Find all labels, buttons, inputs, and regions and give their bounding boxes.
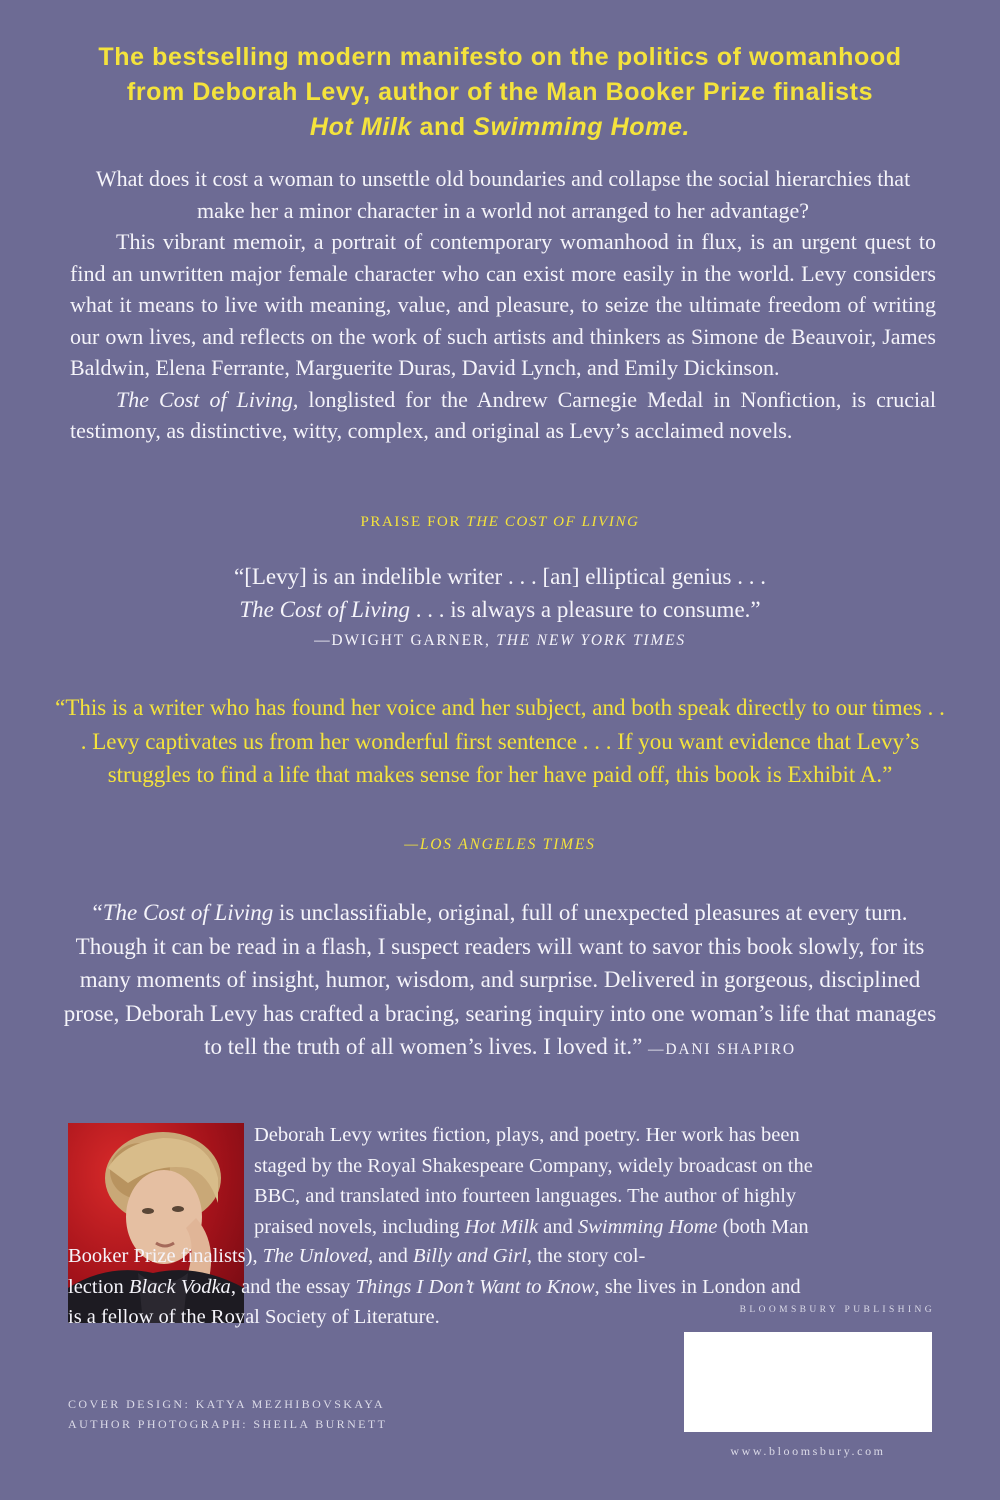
author-bio [254, 1120, 934, 1242]
bio-line-4-text: praised novels, including [254, 1215, 465, 1238]
headline-line-2: from Deborah Levy, author of the Man Booker Prize finalists [126, 78, 874, 106]
headline [40, 40, 960, 145]
quote-3-text: is unclassifiable, original, full of unexpected pleasures at every turn. Though it can be read in a flash, I suspect readers will want to savor this book slowly, for its many moments of insight, humor, wisdom, and surprise. Delivered in gorgeous, disciplined prose, Deborah Levy has crafted a bracing, searing inquiry into one woman’s life that manages to tell the truth of all women’s lives. I loved it.” [63, 900, 937, 1059]
bio-and-2: , and [368, 1245, 414, 1267]
credits [68, 1394, 387, 1434]
description-paragraph-2: This vibrant memoir, a portrait of contemporary womanhood in flux, is an urgent quest to find an unwritten major female character who can exist more easily in the world. Levy considers what it means to live with meaning, value, and pleasure, to seize the ultimate freedom of writing our own lives, and reflects on the work of such artists and thinkers as Simone de Beauvoir, James Baldwin, Elena Ferrante, Marguerite Duras, David Lynch, and Emily Dickinson. [70, 229, 936, 380]
bio-line-6-end: , she lives in London and [594, 1275, 801, 1298]
headline-title-hot-milk: Hot Milk [309, 113, 412, 141]
quote-1-attribution [0, 632, 1000, 650]
quote-3-attribution: —DANI SHAPIRO [648, 1041, 796, 1058]
bio-line-4-end: (both Man [717, 1215, 809, 1238]
headline-line-3 [40, 110, 960, 145]
bio-title-black-vodka: Black Vodka [128, 1275, 231, 1298]
bio-line-7: is a fellow of the Royal Society of Literature. [68, 1306, 440, 1328]
headline-line-1: The bestselling modern manifesto on the politics of womanhood [98, 43, 902, 71]
bio-line-4 [254, 1212, 934, 1243]
bio-line-6 [68, 1272, 934, 1303]
headline-title-swimming-home: Swimming Home. [473, 113, 691, 141]
barcode-area [684, 1332, 932, 1432]
author-photo-credit: AUTHOR PHOTOGRAPH: SHEILA BURNETT [68, 1417, 388, 1431]
quote-1-book-title: The Cost of Living [239, 597, 410, 622]
description-paragraph-3 [70, 384, 936, 447]
praise-heading-prefix: PRAISE FOR [360, 514, 467, 530]
bio-line-2: staged by the Royal Shakespeare Company, widely broadcast on the [254, 1154, 813, 1177]
bio-line-5-text: Booker Prize finalists), [68, 1245, 263, 1267]
bio-line-1: Deborah Levy writes fiction, plays, and poetry. Her work has been [254, 1124, 800, 1146]
bio-line-6-mid: , and the essay [230, 1275, 356, 1298]
description-paragraph-3-text: , longlisted for the Andrew Carnegie Medal in Nonfiction, is crucial testimony, as distinctive, witty, complex, and original as Levy’s acclaimed novels. [70, 386, 937, 443]
bio-title-hot-milk: Hot Milk [464, 1215, 539, 1238]
bio-line-5-end: , the story col- [526, 1245, 646, 1267]
quote-1-line-1: “[Levy] is an indelible writer . . . [an] elliptical genius . . . [233, 564, 767, 589]
bio-title-billy-and-girl: Billy and Girl [413, 1245, 527, 1267]
book-description [70, 163, 936, 447]
quote-3-open-mark: “ [92, 900, 103, 925]
quote-2-attribution: —LOS ANGELES TIMES [404, 836, 596, 853]
quote-1-attribution-name: —DWIGHT GARNER, [314, 632, 497, 649]
quote-1-line-2-text: . . . is always a pleasure to consume.” [409, 597, 761, 622]
bio-line-3: BBC, and translated into fourteen languages. The author of highly [254, 1185, 797, 1207]
publisher-name: BLOOMSBURY PUBLISHING [739, 1305, 935, 1315]
quote-1-line-2 [100, 593, 900, 626]
description-paragraph-1: What does it cost a woman to unsettle old boundaries and collapse the social hierarchies that make her a minor character in a world not arranged to her advantage? [95, 166, 911, 223]
bio-title-things: Things I Don’t Want to Know [355, 1275, 595, 1298]
quote-3-book-title: The Cost of Living [102, 900, 274, 925]
bio-title-swimming-home: Swimming Home [577, 1215, 718, 1238]
praise-heading [0, 514, 1000, 531]
description-book-title: The Cost of Living [116, 386, 293, 412]
publisher-website: www.bloomsbury.com [730, 1444, 886, 1458]
praise-quote-2: “This is a writer who has found her voice and her subject, and both speak directly to our times . . . Levy captivates us from her wonderful first sentence . . . If you want evidence that Levy’s struggles to find a life that makes sense for her have paid off, this book is Exhibit A.” [55, 695, 945, 787]
praise-heading-title: THE COST OF LIVING [466, 514, 640, 530]
bio-line-5 [68, 1241, 934, 1272]
praise-quote-1 [100, 560, 900, 626]
headline-and: and [411, 113, 474, 141]
bio-line-6-text: lection [68, 1275, 129, 1298]
bio-title-unloved: The Unloved [262, 1245, 369, 1267]
bio-and-1: and [538, 1215, 578, 1238]
praise-quote-3 [60, 896, 940, 1067]
cover-design-credit: COVER DESIGN: KATYA MEZHIBOVSKAYA [68, 1397, 386, 1411]
author-bio-continued [68, 1241, 934, 1333]
quote-1-attribution-source: THE NEW YORK TIMES [496, 632, 686, 649]
